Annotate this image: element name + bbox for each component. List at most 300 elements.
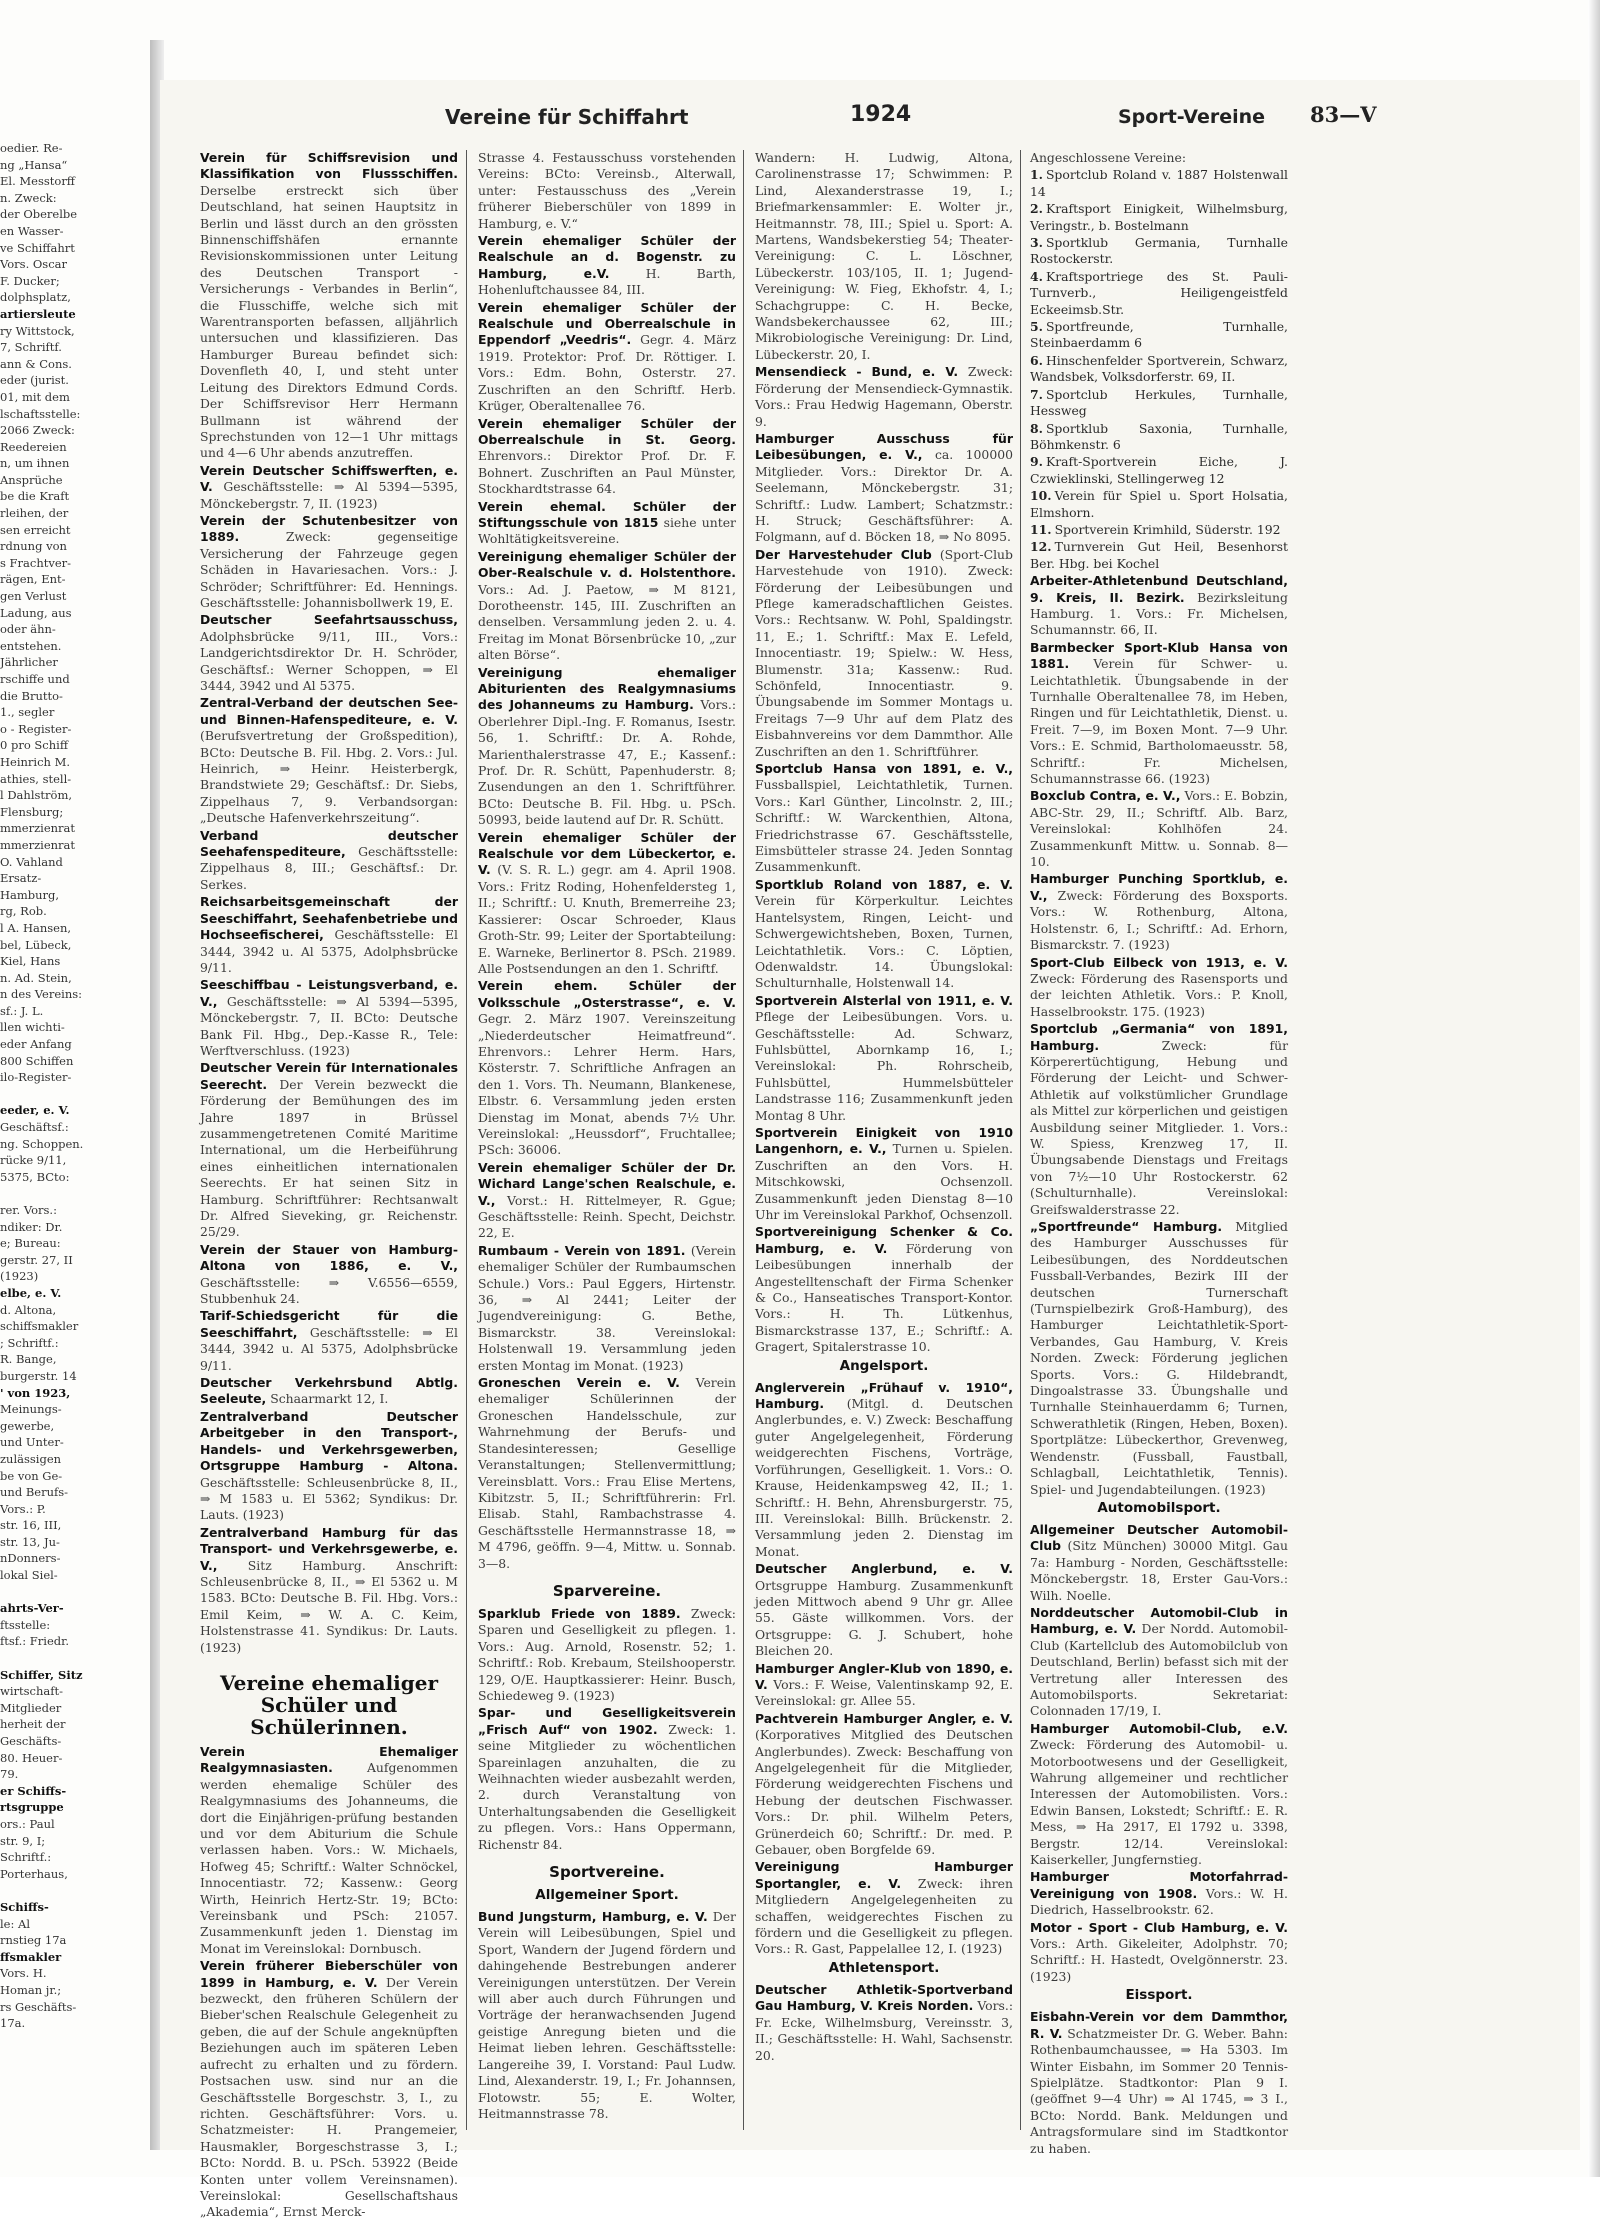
entry-text: (Korporatives Mitglied des Deutschen Anglerbundes). Zweck: Beschaffung von Angelgelegenheit für die Mitglieder, Förderung weidgerechten Fischens und Hebung der deutschen Fischwasser. Vors.: Dr. phil. Wilhelm Peters, Grünerdeich 60; Schriftf.: Dr. med. P. Gebauer, oben Borgfelde 69.: [755, 1727, 1013, 1858]
directory-entry: [755, 1380, 1013, 1560]
entry-text: Vors.: F. Weise, Valentinskamp 92, E. Vereinslokal: gr. Allee 55.: [755, 1676, 1013, 1709]
prev-page-line: (1923): [0, 1269, 39, 1284]
directory-entry: [755, 547, 1013, 760]
prev-page-line: n des Vereins:: [0, 987, 83, 1002]
list-item-text: Kraft-Sportverein Eiche, J. Czwieklinski, Stellingerweg 12: [1030, 454, 1288, 486]
entry-name: Verein ehemaliger Schüler der Oberrealschule in St. Georg.: [478, 415, 736, 447]
prev-page-line: l A. Hansen,: [0, 920, 72, 935]
entry-name: Groneschen Verein e. V.: [478, 1375, 680, 1391]
prev-page-line: Schiffs-: [0, 1899, 49, 1914]
directory-entry: [755, 1859, 1013, 1957]
entry-name: Deutscher Seefahrtsausschuss,: [200, 612, 458, 628]
list-item-number: 10.: [1030, 488, 1052, 504]
prev-page-line: 7, Schriftf.: [0, 340, 62, 355]
prev-page-line: Heinrich M.: [0, 754, 71, 769]
entry-name: Zentralverband Deutscher Arbeitgeber in den Transport-, Handels- und Verkehrsgewerben, Ortsgruppe Hamburg - Altona.: [200, 1408, 458, 1474]
directory-entry: [478, 665, 736, 829]
prev-page-line: llen wichti-: [0, 1020, 65, 1035]
prev-page-line: [0, 1584, 150, 1601]
prev-page-line: 79.: [0, 1767, 19, 1782]
entry-text: Ortsgruppe Hamburg. Zusammenkunft jeden Mittwoch abend 9 Uhr gr. Allee 55. Gäste willkommen. Vors. der Ortsgruppe: G. J. Schubert, hohe Bleichen 20.: [755, 1577, 1013, 1659]
entry-name: Hamburger Punching Sportklub, e. V.,: [1030, 871, 1288, 903]
prev-page-line: rschiffe und: [0, 672, 70, 686]
prev-page-line: sf.: J. L.: [0, 1003, 44, 1018]
list-item: [1030, 488, 1288, 521]
entry-text: Vors.: Oberlehrer Dipl.-Ing. F. Romanus, Isestr. 56, 1. Schriftf.: Dr. A. Rohde, Marienthalerstrasse 47, E.; Kassenf.: Prof. Dr. R. Schütt, Papenhuderstr. 8; Zusendungen an den 1. Schriftführer. BCto: Deutsche B. Fil. Hbg. u. PSch. 50993, beide lautend auf Dr. R. Schütt.: [478, 697, 736, 828]
prev-page-line: 2066 Zweck:: [0, 423, 75, 438]
entry-name: Hamburger Automobil-Club, e.V.: [1030, 1720, 1288, 1736]
entry-name: Sportverein Alsterlal von 1911, e. V.: [755, 992, 1013, 1008]
entry-text: Aufgenommen werden ehemalige Schüler des Realgymnasiums des Johanneums, die dort die Einjährigen-prüfung bestanden und vor dem Abiturium die Schule verlassen haben. Vors.: W. Michaels, Hofweg 45; Schriftf.: Walter Schnöckel, Innocentiastr. 72; Kassenw.: Georg Wirth, Heinrich Hertz-Str. 19; BCto: Vereinsbank und PSch: 21057. Zusammenkunft jeden 1. Dienstag im Monat im Vereinslokal: Dornbusch.: [200, 1760, 458, 1956]
prev-page-line: be die Kraft: [0, 489, 70, 504]
entry-name: Zentral-Verband der deutschen See- und Binnen-Hafenspediteure, e. V.: [200, 695, 458, 727]
entry-name: Verein ehemaliger Schüler der Realschule vor dem Lübeckertor, e. V.: [478, 829, 736, 878]
list-item-text: Turnverein Gut Heil, Besenhorst Ber. Hbg. bei Kochel: [1030, 539, 1288, 571]
entry-text: Gegr. 2. März 1907. Vereinszeitung „Niederdeutscher Heimatfreund“. Ehrenvors.: Lehrer Herm. Hars, Kösterstr. 7. Schriftliche Anfragen an den 1. Vors. Th. Neumann, Blankenese, Elbstr. 6. Versammlung jeden ersten Dienstag im Monat, abends 7½ Uhr. Vereinslokal: „Heussdorf“, Fruchtallee; PSch: 36006.: [478, 1011, 736, 1158]
entry-text: Derselbe erstreckt sich über Deutschland, hat seinen Hauptsitz in Berlin und lässt durch an den grössten Binnenschiffshäfen ernannte Revisionskommissionen unter Leitung des Deutschen Transport - Versicherungs - Verbandes in Berlin“, die Flusschiffe, welche sich mit Warentransporten befassen, alljährlich untersuchen und klassifizieren. Das Hamburger Bureau befindet sich: Dovenfleth 40, I, und steht unter Leitung des Direktors Edmund Cords. Der Schiffsrevisor Herr Hermann Bullmann ist während der Sprechstunden von 12—1 Uhr mittags und 4—6 Uhr abends anzutreffen.: [200, 182, 458, 461]
prev-page-line: wirtschaft-: [0, 1684, 64, 1699]
entry-name: Norddeutscher Automobil-Club in Hamburg, e. V.: [1030, 1604, 1288, 1637]
entry-text: Verein für Schwer- u. Leichtathletik. Übungsabende in der Turnhalle Oberaltenallee 78, im Heben, Ringen und für Leichtathletik, Dienst. u. Freit. 7—9, im Boxen Mont. 7—9 Uhr. Vors.: E. Schmid, Bartholomaeusstr. 58, Schriftf.: Fr. Michelsen, Schumannstrasse 66. (1923): [1030, 656, 1288, 787]
prev-page-line: er Schiffs-: [0, 1783, 67, 1798]
prev-page-line: lokal Siel-: [0, 1568, 58, 1583]
prev-page-line: O. Vahland: [0, 854, 63, 869]
entry-name: Bund Jungsturm, Hamburg, e. V.: [478, 1909, 708, 1925]
list-item: [1030, 353, 1288, 386]
prev-page-line: sen erreicht: [0, 522, 71, 537]
prev-page-line: e; Bureau:: [0, 1236, 61, 1251]
page-edge-shadow: [1588, 0, 1600, 2177]
directory-entry: [478, 1243, 736, 1374]
entry-name: Verein ehemaliger Schüler der Realschule an d. Bogenstr. zu Hamburg, e.V.: [478, 233, 736, 281]
entry-text: Geschäftsstelle: Schleusenbrücke 8, II., ⇒ M 1583 u. El 5362; Syndikus: Dr. Lauts. (1923): [200, 1474, 458, 1523]
list-item: [1030, 167, 1288, 200]
prev-page-line: elbe, e. V.: [0, 1285, 62, 1300]
prev-page-line: rnstieg 17a: [0, 1933, 67, 1948]
prev-page-line: gewerbe,: [0, 1418, 55, 1433]
entry-text: Verein ehemaliger Schülerinnen der Groneschen Handelsschule, zur Wahrnehmung der Berufs- und Standesinteressen; Gesellige Veranstaltungen; Stellenvermittlung; Vereinsblatt. Vors.: Frau Elise Mertens, Kibitzstr. 5, II.; Schriftführerin: Frl. Elisab. Stahl, Rambachstrasse 4. Geschäftsstelle Hermannstrasse 18, ⇒ M 4796, geöffn. 9—4, Mittw. u. Sonnab. 3—8.: [478, 1375, 736, 1571]
entry-text: Zweck: Förderung der Mensendieck-Gymnastik. Vors.: Frau Hedwig Hagemann, Oberstr. 9.: [755, 364, 1013, 429]
entry-text: Der Verein bezweckt, den früheren Schülern der Bieber'schen Realschule Gelegenheit zu geben, die auf der Schule angeknüpften Beziehungen auch im späteren Leben aufrecht zu erhalten und zu fördern. Postsachen usw. sind nur an die Geschäftsstelle Borgeschstr. 3, I., zu richten. Geschäftsführer: Vors. u. Schatzmeister: H. Prangemeier, Hausmakler, Borgeschstrasse 3, I.; BCto: Nordd. B. u. PSch. 53922 (Beide Konten unter vollem Vereinsnamen). Vereinslokal: Gesellschaftshaus „Akademia“, Ernst Merck-: [200, 1974, 458, 2220]
entry-text: Strasse 4. Festausschuss vorstehenden Vereins: BCto: Vereinsb., Alterwall, unter: Festausschuss des „Verein früherer Bieberschüler von 1899 in Hamburg, e. V.“: [478, 150, 736, 231]
list-item: [1030, 421, 1288, 454]
entry-text: Der Verein bezweckt die Förderung der Bemühungen des im Jahre 1897 in Brüssel zusammengetretenen Comité Maritime International, um die Herbeiführung eines einheitlichen internationalen Seerechts. Er hat seinen Sitz in Hamburg. Schriftführer: Rechtsanwalt Dr. Alfred Sieveking, gr. Reichenstr. 25/29.: [200, 1076, 458, 1240]
prev-page-line: oedier. Re-: [0, 141, 63, 155]
prev-page-line: Kiel, Hans: [0, 954, 61, 969]
directory-entry: [200, 1375, 458, 1408]
section-heading: Athletensport.: [828, 1959, 940, 1976]
entry-text: Ehrenvors.: Direktor Prof. Dr. F. Bohnert. Zuschriften an Paul Münster, Stockhardtstrasse 64.: [478, 448, 736, 497]
directory-entry: [200, 1744, 458, 1957]
prev-page-line: 1., segler: [0, 705, 55, 720]
entry-name: Deutscher Verkehrsbund Abtlg. Seeleute,: [200, 1375, 458, 1407]
directory-entry: [200, 150, 458, 462]
prev-page-line: lschaftsstelle:: [0, 406, 81, 421]
prev-page-line: rägen, Ent-: [0, 572, 66, 587]
entry-name: Verein der Stauer von Hamburg-Altona von 1886, e. V.,: [200, 1241, 458, 1274]
directory-entry: [200, 1525, 458, 1656]
entry-text: Adolphsbrücke 9/11, III., Vors.: Landgerichtsdirektor Dr. H. Schröder, Geschäftsf.: Werner Schoppen, ⇒ El 3444, 3942 und Al 5375.: [200, 628, 458, 693]
entry-text: Zweck: ihren Mitgliedern Angelgelegenheiten zu schaffen, weidgerechtes Fischen zu fördern und die Geselligkeit zu pflegen. Vors.: R. Gast, Pappelallee 12, I. (1923): [755, 1875, 1013, 1957]
prev-page-line: und Unter-: [0, 1435, 64, 1450]
prev-page-line: ors.: Paul: [0, 1816, 55, 1831]
directory-entry: [1030, 1219, 1288, 1498]
prev-page-line: entstehen.: [0, 638, 62, 653]
list-item: [1030, 539, 1288, 572]
entry-name: Verein ehemaliger Schüler der Dr. Wichard Lange'schen Realschule, e. V.,: [478, 1159, 736, 1208]
entry-text: Vors.: Ad. J. Paetow, ⇒ M 8121, Dorotheenstr. 145, III. Zuschriften an denselben. Versammlung jeden 2. u. 4. Freitag im Monat Börsenbrücke 10, „zur alten Börse“.: [478, 581, 736, 663]
entry-name: Anglerverein „Frühauf v. 1910“, Hamburg.: [755, 1379, 1013, 1412]
prev-page-line: schiffsmakler: [0, 1319, 79, 1334]
directory-entry: [478, 1606, 736, 1704]
directory-entry: [200, 894, 458, 976]
entry-name: Verband deutscher Seehafenspediteure,: [200, 827, 458, 860]
entry-name: Mensendieck - Bund, e. V.: [755, 364, 959, 380]
prev-page-line: 0 pro Schiff: [0, 738, 68, 753]
prev-page-line: dolphsplatz,: [0, 290, 71, 305]
prev-page-line: rücke 9/11,: [0, 1153, 67, 1168]
entry-name: Hamburger Angler-Klub von 1890, e. V.: [755, 1660, 1013, 1692]
prev-page-line: Flensburg;: [0, 804, 64, 819]
running-header: [160, 80, 1580, 130]
entry-name: Vereinigung ehemaliger Abiturienten des Realgymnasiums des Johanneums zu Hamburg.: [478, 664, 736, 713]
prev-page-line: Porterhaus,: [0, 1866, 68, 1881]
prev-page-line: Ansprüche: [0, 472, 63, 487]
directory-entry: [1030, 2009, 1288, 2157]
prev-page-line: d. Altona,: [0, 1302, 57, 1317]
entry-name: Rumbaum - Verein von 1891.: [478, 1242, 686, 1258]
prev-page-line: ahrts-Ver-: [0, 1601, 64, 1616]
directory-entry: [200, 977, 458, 1059]
entry-text: Zweck: für Körperertüchtigung, Hebung und Förderung der Leicht- und Schwer-Athletik auf volkstümlicher Grundlage als Mittel zur körperlichen und geistigen Ausbildung seiner Mitglieder. 1. Vors.: W. Spiess, Krenzweg 17, II. Übungsabende Dienstags und Freitags von 7½—10 Uhr Rostockerstr. 62 (Schulturnhalle). Vereinslokal: Greifswalderstrasse 22.: [1030, 1037, 1288, 1217]
entry-text: H. Barth, Hohenluftchaussee 84, III.: [478, 265, 736, 298]
directory-entry: [755, 364, 1013, 430]
prev-page-line: und Berufs-: [0, 1485, 69, 1500]
entry-name: Sparklub Friede von 1889.: [478, 1605, 681, 1621]
entry-text: siehe unter Wohltätigkeitsvereine.: [478, 514, 736, 547]
directory-entry: [1030, 788, 1288, 870]
prev-page-line: Hamburg,: [0, 887, 60, 902]
entry-name: Deutscher Athletik-Sportverband Gau Hamburg, V. Kreis Norden.: [755, 1981, 1013, 2014]
prev-page-line: 17a.: [0, 2016, 26, 2031]
section-heading: Allgemeiner Sport.: [535, 1887, 679, 1904]
prev-page-line: [0, 1086, 150, 1103]
prev-page-line: Vors. H.: [0, 1966, 47, 1981]
entry-name: Deutscher Verein für Internationales Seerecht.: [200, 1060, 458, 1092]
column-divider: [743, 150, 744, 2130]
directory-entry: [478, 499, 736, 548]
directory-entry: [478, 830, 736, 978]
directory-entry: [478, 1375, 736, 1572]
prev-page-line: gerstr. 27, II: [0, 1252, 73, 1267]
list-item-text: Sportclub Roland v. 1887 Holstenwall 14: [1030, 167, 1288, 199]
prev-page-line: n. Zweck:: [0, 190, 57, 205]
entry-text: (Berufsvertretung der Großspedition), BCto: Deutsche B. Fil. Hbg. 2. Vors.: Jul. Heinrich, ⇒ Heinr. Heisterbergk, Brandstwiete 29; Geschäftsf.: Dr. Siebs, Zippelhaus 7, 9. Verbandsorgan: „Deutsche Hafenverkehrszeitung“.: [200, 728, 458, 826]
directory-entry: [1030, 640, 1288, 788]
list-item-number: 1.: [1030, 167, 1043, 183]
entry-text: Zweck: Förderung des Rasensports und der leichten Athletik. Vors.: P. Knoll, Hasselbrookstr. 175. (1923): [1030, 970, 1288, 1019]
entry-name: „Sportfreunde“ Hamburg.: [1030, 1219, 1223, 1234]
entry-name: Zentralverband Hamburg für das Transport- und Verkehrsgewerbe, e. V.,: [200, 1524, 458, 1573]
entry-text: Zweck: 1. seine Mitglieder zu wöchentlichen Spareinlagen anzuhalten, die zu Weihnachten wieder ausbezahlt werden, 2. durch Veranstaltung von Unterhaltungsabenden die Geselligkeit zu pflegen. Vors.: Hans Oppermann, Richenstr 84.: [478, 1721, 736, 1852]
directory-entry: [1030, 1522, 1288, 1604]
prev-page-line: Vors.: P.: [0, 1501, 46, 1516]
header-year: 1924: [850, 102, 912, 127]
prev-page-line: athies, stell-: [0, 771, 72, 786]
prev-page-line: mmerzienrat: [0, 821, 76, 836]
directory-entry: [1030, 955, 1288, 1021]
column-divider: [466, 150, 467, 2130]
list-item-text: Sportverein Krimhild, Süderstr. 192: [1054, 521, 1281, 537]
entry-text: (Mitgl. d. Deutschen Anglerbundes, e. V.) Zweck: Beschaffung guter Angelgelegenheit, Förderung weidgerechten Fischens, Vorträge, Vorführungen, Geselligkeit. 1. Vors.: O. Krause, Heidenkampsweg 42, II.; 1. Schriftf.: H. Behn, Ahrensburgerstr. 75, III. Vereinslokal: Billh. Brückenstr. 2. Versammlung jeden 2. Dienstag im Monat.: [755, 1396, 1013, 1559]
list-item-text: Sportfreunde, Turnhalle, Steinbaerdamm 6: [1030, 319, 1288, 351]
entry-text: Fussballspiel, Leichtathletik, Turnen. Vors.: Karl Günther, Lincolnstr. 2, III.; Schriftf.: W. Warckenthien, Altona, Friedrichstrasse 67. Geschäftsstelle, Eimsbütteler strasse 24. Jeden Sonntag Zusammenkunft.: [755, 777, 1013, 875]
entry-text: Verein für Körperkultur. Leichtes Hantelsystem, Ringen, Leicht- und Schwergewichtsheben, Boxen, Turnen, Leichtathletik. Vors.: C. Löptien, Odenwaldstr. 14. Übungslokal: Schulturnhalle, Holstenwall 14.: [755, 893, 1013, 991]
prev-page-line: F. Ducker;: [0, 273, 60, 288]
section-heading: Vereine ehemaliger Schüler und Schülerinnen.: [219, 1670, 439, 1739]
prev-page-line: bel, Lübeck,: [0, 937, 72, 952]
section-heading: Angelsport.: [839, 1357, 929, 1374]
entry-text: Schaarmarkt 12, I.: [270, 1391, 389, 1407]
entry-name: Verein früherer Bieberschüler von 1899 in Hamburg, e. V.: [200, 1958, 458, 1990]
entry-name: Vereinigung Hamburger Sportangler, e. V.: [755, 1859, 1013, 1891]
directory-entry: [478, 1705, 736, 1853]
prev-page-line: ry Wittstock,: [0, 323, 75, 338]
entry-name: Sportvereinigung Schenker & Co. Hamburg, e. V.: [755, 1224, 1013, 1256]
list-item-text: Verein für Spiel u. Sport Holsatia, Elmshorn.: [1030, 488, 1288, 520]
prev-page-line: Ladung, aus: [0, 605, 72, 620]
prev-page-line: str. 9, I;: [0, 1833, 46, 1848]
directory-entry: [478, 1909, 736, 2122]
entry-text: Zweck: Förderung des Boxsports. Vors.: W. Rothenburg, Altona, Holstenstr. 6, I.; Schriftf.: Ad. Erhorn, Bismarckstr. 7. (1923): [1030, 887, 1288, 953]
directory-entry: [755, 1125, 1013, 1223]
entry-text: Zweck: gegenseitige Versicherung der Fahrzeuge gegen Schäden in Havariesachen. Vors.: J. Schröder; Schriftführer: Ed. Hennings. Geschäftsstelle: Johannisbollwerk 19, E.: [200, 529, 458, 610]
entry-text: ca. 100000 Mitglieder. Vors.: Direktor Dr. A. Seelemann, Mönckebergstr. 31; Schriftf.: Ludw. Lambert; Schatzmstr.: H. Struck; Geschäftsführer: A. Folgmann, auf d. Böcken 18, ⇒ No 8095.: [755, 447, 1013, 545]
entry-text: Förderung von Leibesübungen innerhalb der Angestelltenschaft der Firma Schenker & Co., Hanseatisches Transport-Kontor. Vors.: H. Th. Lütkenhus, Bismarckstrasse 137, E.; Schriftf.: A. Gragert, Spitalerstrasse 10.: [755, 1240, 1013, 1355]
entry-text: Vors.: E. Bobzin, ABC-Str. 29, II.; Schriftf. Alb. Barz, Vereinslokal: Kohlhöfen 24. Zusammenkunft Mittw. u. Sonnab. 8—10.: [1030, 788, 1288, 870]
entry-name: Sportclub „Germania“ von 1891, Hamburg.: [1030, 1021, 1288, 1053]
list-item-number: 9.: [1030, 454, 1043, 470]
prev-page-line: ndiker: Dr.: [0, 1219, 63, 1234]
list-item-number: 5.: [1030, 319, 1043, 335]
prev-page-line: eder (jurist.: [0, 373, 69, 388]
directory-entry: [1030, 1605, 1288, 1720]
directory-entry: [200, 463, 458, 512]
prev-page-line: rer. Vors.:: [0, 1203, 57, 1217]
prev-page-line: ftsstelle:: [0, 1617, 51, 1632]
list-item-number: 3.: [1030, 235, 1043, 251]
entry-text: Turnen u. Spielen. Zuschriften an den Vors. H. Mitschkowski, Ochsenzoll. Zusammenkunft jeden Dienstag 8—10 Uhr im Vereinslokal Parkhof, Ochsenzoll.: [755, 1141, 1013, 1222]
prev-page-line: Ersatz-: [0, 871, 42, 886]
entry-name: Verein ehemaliger Schüler der Realschule und Oberrealschule in Eppendorf „Veedris“.: [478, 299, 736, 348]
prev-page-line: artiersleute: [0, 306, 76, 321]
prev-page-line: be von Ge-: [0, 1468, 63, 1483]
directory-entry: [755, 761, 1013, 876]
prev-page-line: oder ähn-: [0, 622, 56, 637]
prev-page-line: R. Bange,: [0, 1352, 57, 1367]
prev-page-line: Meinungs-: [0, 1402, 62, 1417]
list-item-text: Hinschenfelder Sportverein, Schwarz, Wandsbek, Volksdorferstr. 69, II.: [1030, 352, 1288, 385]
directory-entry: [478, 233, 736, 299]
prev-page-line: 80. Heuer-: [0, 1750, 63, 1765]
prev-page-line: Jährlicher: [0, 655, 58, 670]
page-sheet: [160, 80, 1580, 2220]
entry-text: Geschäftsstelle: ⇒ V.6556—6559, Stubbenhuk 24.: [200, 1274, 458, 1307]
list-item: [1030, 454, 1288, 487]
prev-page-line: eder Anfang: [0, 1037, 72, 1052]
entry-name: Arbeiter-Athletenbund Deutschland, 9. Kreis, II. Bezirk.: [1030, 573, 1288, 605]
entry-text: (V. S. R. L.) gegr. am 4. April 1908. Vors.: Fritz Roding, Hohenfeldersteg 1, II.; Schriftf.: U. Knuth, Bremerreihe 23; Kassierer: Oscar Schroeder, Klaus Groth-Str. 99; Leiter der Sportabteilung: E. Warneke, Berlinertor 8. PSch. 21989. Alle Postsendungen an den 1. Schriftf.: [478, 862, 736, 976]
prev-page-line: Vors. Oscar: [0, 257, 68, 272]
member-club-list: [1030, 167, 1288, 572]
prev-page-line: n. Ad. Stein,: [0, 970, 72, 985]
prev-page-line: 01, mit dem: [0, 389, 70, 404]
list-item: [1030, 201, 1288, 234]
section-heading: Eissport.: [1125, 1987, 1193, 2004]
prev-page-line: El. Messtorff: [0, 174, 75, 189]
directory-entry: [1030, 1869, 1288, 1918]
directory-entry: [478, 150, 736, 232]
list-item-number: 7.: [1030, 386, 1043, 402]
entry-name: Verein Deutscher Schiffswerften, e. V.: [200, 462, 458, 495]
entry-text: Mitglied des Hamburger Ausschusses für Leibesübungen, des Norddeutschen Fussball-Verbandes, Bezirk III der deutschen Turnerschaft (Turnspielbezirk Groß-Hamburg), des Hamburger Leichtathletik-Sport-Verbandes, Gau Hamburg, V. Kreis Norden. Zweck: Förderung jeglichen Sports. Vors.: G. Hildebrandt, Dingoalstrasse 33. Übungshalle und Turnhalle Steinhauerdamm 6; Turnen, Schwerathletik (Ringen, Heben, Boxen). Sportplätze: Lübeckerthor, Grevenweg, Wendenstr. (Fussball, Faustball, Schlagball, Leichtathletik, Tennis). Spiel- und Jugendabteilungen. (1923): [1030, 1219, 1288, 1497]
entry-name: Tarif-Schiedsgericht für die Seeschiffahrt,: [200, 1308, 458, 1340]
directory-entry: [755, 1224, 1013, 1355]
entry-text: Schatzmeister Dr. G. Weber. Bahn: Rothenbaumchaussee, ⇒ Ha 5303. Im Winter Eisbahn, im Sommer 20 Tennis-Spielplätze. Stadtkontor: Plan 9 I. (geöffnet 9—4 Uhr) ⇒ Al 1745, ⇒ 3 I., BCto: Nordd. Bank. Meldungen und Antragsformulare sind im Stadtkontor zu haben.: [1030, 2025, 1288, 2156]
list-item: [1030, 522, 1288, 538]
prev-page-line: gen Verlust: [0, 589, 67, 604]
prev-page-line: nDonners-: [0, 1551, 61, 1566]
entry-text: Angeschlossene Vereine:: [1030, 150, 1187, 165]
entry-text: Geschäftsstelle: ⇒ Al 5394—5395, Mönckebergstr. 7, II. BCto: Deutsche Bank Fil. Hbg., Dep.-Kasse R., Tele: Werftverschluss. (1923): [200, 993, 458, 1058]
prev-page-line: rs Geschäfts-: [0, 1999, 77, 2014]
entry-text: Sitz Hamburg. Anschrift: Schleusenbrücke 8, II., ⇒ El 5362 u. M 1583. BCto: Deutsche B. Fil. Hbg. Vors.: Emil Keim, ⇒ W. A. C. Keim, Holstenstrasse 41. Syndikus: Dr. Lauts. (1923): [200, 1557, 458, 1655]
directory-entry: [1030, 150, 1288, 166]
entry-text: Vors.: Arth. Gikeleiter, Adolphstr. 70; Schriftf.: H. Hastedt, Ovelgönnerstr. 23. (1923): [1030, 1936, 1288, 1984]
entry-name: Boxclub Contra, e. V.,: [1030, 788, 1181, 804]
list-item-text: Sportklub Germania, Turnhalle Rostockerstr.: [1030, 235, 1288, 267]
list-item-number: 11.: [1030, 521, 1052, 537]
prev-page-line: Reedereien: [0, 439, 67, 454]
directory-entry: [1030, 871, 1288, 953]
directory-entry: [200, 695, 458, 826]
prev-page-line: rg, Rob.: [0, 904, 47, 919]
list-item-number: 2.: [1030, 201, 1043, 217]
directory-entry: [755, 1561, 1013, 1659]
prev-page-line: [0, 1650, 150, 1667]
directory-entry: [200, 612, 458, 694]
list-item: [1030, 269, 1288, 318]
directory-entry: [200, 1060, 458, 1240]
entry-name: Sportverein Einigkeit von 1910 Langenhorn, e. V.,: [755, 1124, 1013, 1157]
list-item: [1030, 387, 1288, 420]
prev-page-line: Homan jr.;: [0, 1982, 62, 1997]
directory-entry: [200, 1409, 458, 1524]
entry-text: (Sitz München) 30000 Mitgl. Gau 7a: Hamburg - Norden, Geschäftsstelle: Mönckebergstr. 18, Erster Gau-Vors.: Wilh. Noelle.: [1030, 1538, 1288, 1603]
entry-name: Vereinigung ehemaliger Schüler der Ober-Realschule v. d. Holstenthore.: [478, 548, 736, 581]
list-item-number: 4.: [1030, 268, 1043, 284]
prev-page-line: [0, 1882, 150, 1899]
prev-page-line: str. 16, III,: [0, 1518, 62, 1533]
entry-name: Verein Ehemaliger Realgymnasiasten.: [200, 1743, 458, 1776]
section-heading: Automobilsport.: [1097, 1499, 1221, 1516]
list-item-number: 8.: [1030, 420, 1043, 436]
header-left-title: Vereine für Schiffahrt: [445, 105, 689, 129]
section-heading: Sparvereine.: [552, 1581, 662, 1600]
prev-page-line: burgerstr. 14: [0, 1368, 77, 1383]
prev-page-line: l Dahlström,: [0, 788, 72, 803]
directory-entry: [200, 1242, 458, 1308]
entry-text: Geschäftsstelle: El 3444, 3942 u. Al 5375, Adolphsbrücke 9/11.: [200, 927, 458, 975]
directory-entry: [478, 416, 736, 498]
section-heading: Sportvereine.: [549, 1863, 665, 1882]
entry-text: Bezirksleitung Hamburg. 1. Vors.: Fr. Michelsen, Schumannstr. 66, II.: [1030, 589, 1288, 638]
directory-entry: [1030, 1021, 1288, 1218]
entry-name: Hamburger Ausschuss für Leibesübungen, e. V.,: [755, 430, 1013, 463]
directory-entry: [200, 1308, 458, 1374]
prev-page-line: o - Register-: [0, 721, 72, 736]
directory-entry: [755, 1711, 1013, 1859]
prev-page-line: ffsmakler: [0, 1949, 62, 1964]
prev-page-line: rtsgruppe: [0, 1800, 64, 1815]
entry-name: Allgemeiner Deutscher Automobil-Club: [1030, 1521, 1288, 1554]
prev-page-line: Mitglieder: [0, 1700, 62, 1715]
entry-text: Pflege der Leibesübungen. Vors. u. Geschäftsstelle: Ad. Schwarz, Fuhlsbüttel, Abornkamp 16, I.; Vereinslokal: Ph. Rohrscheib, Fuhlsbüttel, Hummelsbütteler Landstrasse 116; Zusammenkunft jeden Montag 8 Uhr.: [755, 1009, 1013, 1123]
column-3: [755, 150, 1013, 2130]
entry-text: Der Verein will Leibesübungen, Spiel und Sport, Wandern der Jugend fördern und dahingehende Bestrebungen anderer Vereinigungen unterstützen. Der Verein will aber auch durch Führungen und Vorträge der heranwachsenden Jugend geistige Anregung bieten und die Heimat lieben lehren. Geschäftsstelle: Langereihe 39, I. Vorstand: Paul Ludw. Lind, Alexanderstr. 19, I.; Fr. Johannsen, Flotowstr. 55; E. Wolter, Heitmannstrasse 78.: [478, 1909, 736, 2121]
prev-page-line: Schiffer, Sitz: [0, 1667, 83, 1682]
prev-page-line: 5375, BCto:: [0, 1169, 70, 1184]
directory-entry: [1030, 1721, 1288, 1869]
directory-entry: [200, 828, 458, 894]
entry-text: Gegr. 4. März 1919. Protektor: Prof. Dr. Röttiger. I. Vors.: Edm. Bohn, Osterstr. 27. Zuschriften an den Schriftf. Herb. Krüger, Oberaltenallee 76.: [478, 332, 736, 414]
directory-entry: [755, 993, 1013, 1124]
entry-name: Deutscher Anglerbund, e. V.: [755, 1561, 1013, 1577]
prev-page-line: ng „Hansa“: [0, 157, 68, 172]
directory-entry: [755, 431, 1013, 546]
directory-entry: [478, 549, 736, 664]
prev-page-line: en Wasser-: [0, 223, 64, 238]
prev-page-line: ' von 1923,: [0, 1385, 71, 1400]
prev-page-line: zulässigen: [0, 1451, 62, 1466]
entry-text: Geschäftsstelle: Zippelhaus 8, III.; Geschäftsf.: Dr. Serkes.: [200, 844, 458, 892]
prev-page-line: rdnung von: [0, 539, 67, 554]
entry-text: Vorst.: H. Rittelmeyer, R. Ggue; Geschäftsstelle: Reinh. Specht, Deichstr. 22, E.: [478, 1192, 736, 1241]
list-item-text: Kraftsport Einigkeit, Wilhelmsburg, Veringstr., b. Bostelmann: [1030, 201, 1288, 233]
list-item: [1030, 235, 1288, 268]
directory-entry: [755, 877, 1013, 992]
entry-name: Hamburger Motorfahrrad-Vereinigung von 1908.: [1030, 1869, 1288, 1901]
entry-name: Spar- und Geselligkeitsverein „Frisch Auf“ von 1902.: [478, 1705, 736, 1737]
entry-name: Verein für Schiffsrevision und Klassifikation von Flussschiffen.: [200, 150, 458, 182]
prev-page-line: ann & Cons.: [0, 356, 72, 371]
prev-page-line: ve Schiffahrt: [0, 240, 75, 255]
entry-name: Reichsarbeitsgemeinschaft der Seeschiffahrt, Seehafenbetriebe und Hochseefischerei,: [200, 894, 458, 943]
prev-page-line: der Oberelbe: [0, 207, 78, 222]
prev-page-line: ng. Schoppen.: [0, 1136, 84, 1151]
entry-name: Seeschiffbau - Leistungsverband, e. V.,: [200, 977, 458, 1009]
entry-text: Geschäftsstelle: ⇒ Al 5394—5395, Mönckebergstr. 7, II. (1923): [200, 479, 458, 511]
directory-entry: [478, 1160, 736, 1242]
entry-name: Sport-Club Eilbeck von 1913, e. V.: [1030, 954, 1288, 970]
entry-text: Der Nordd. Automobil-Club (Kartellclub des Automobilclub von Deutschland, Berlin) befasst sich mit der Vertretung aller Interessen des Automobilsports. Sekretariat: Colonnaden 17/19, I.: [1030, 1621, 1288, 1719]
entry-name: Verein der Schutenbesitzer von 1889.: [200, 512, 458, 545]
entry-text: Zweck: Förderung des Automobil- u. Motorbootwesens und der Geselligkeit, Wahrung allgemeiner und rechtlicher Interessen der Automobilisten. Vors.: Edwin Bansen, Lokstedt; Schriftf.: E. R. Mess, ⇒ Ha 2917, El 1792 u. 3398, Bergstr. 12/14. Vereinslokal: Kaiserkeller, Jungfernstieg.: [1030, 1737, 1288, 1868]
directory-entry: [755, 1982, 1013, 2064]
list-item: [1030, 319, 1288, 352]
prev-page-line: mmerzienrat: [0, 837, 76, 852]
prev-page-line: ftsf.: Friedr.: [0, 1634, 70, 1649]
